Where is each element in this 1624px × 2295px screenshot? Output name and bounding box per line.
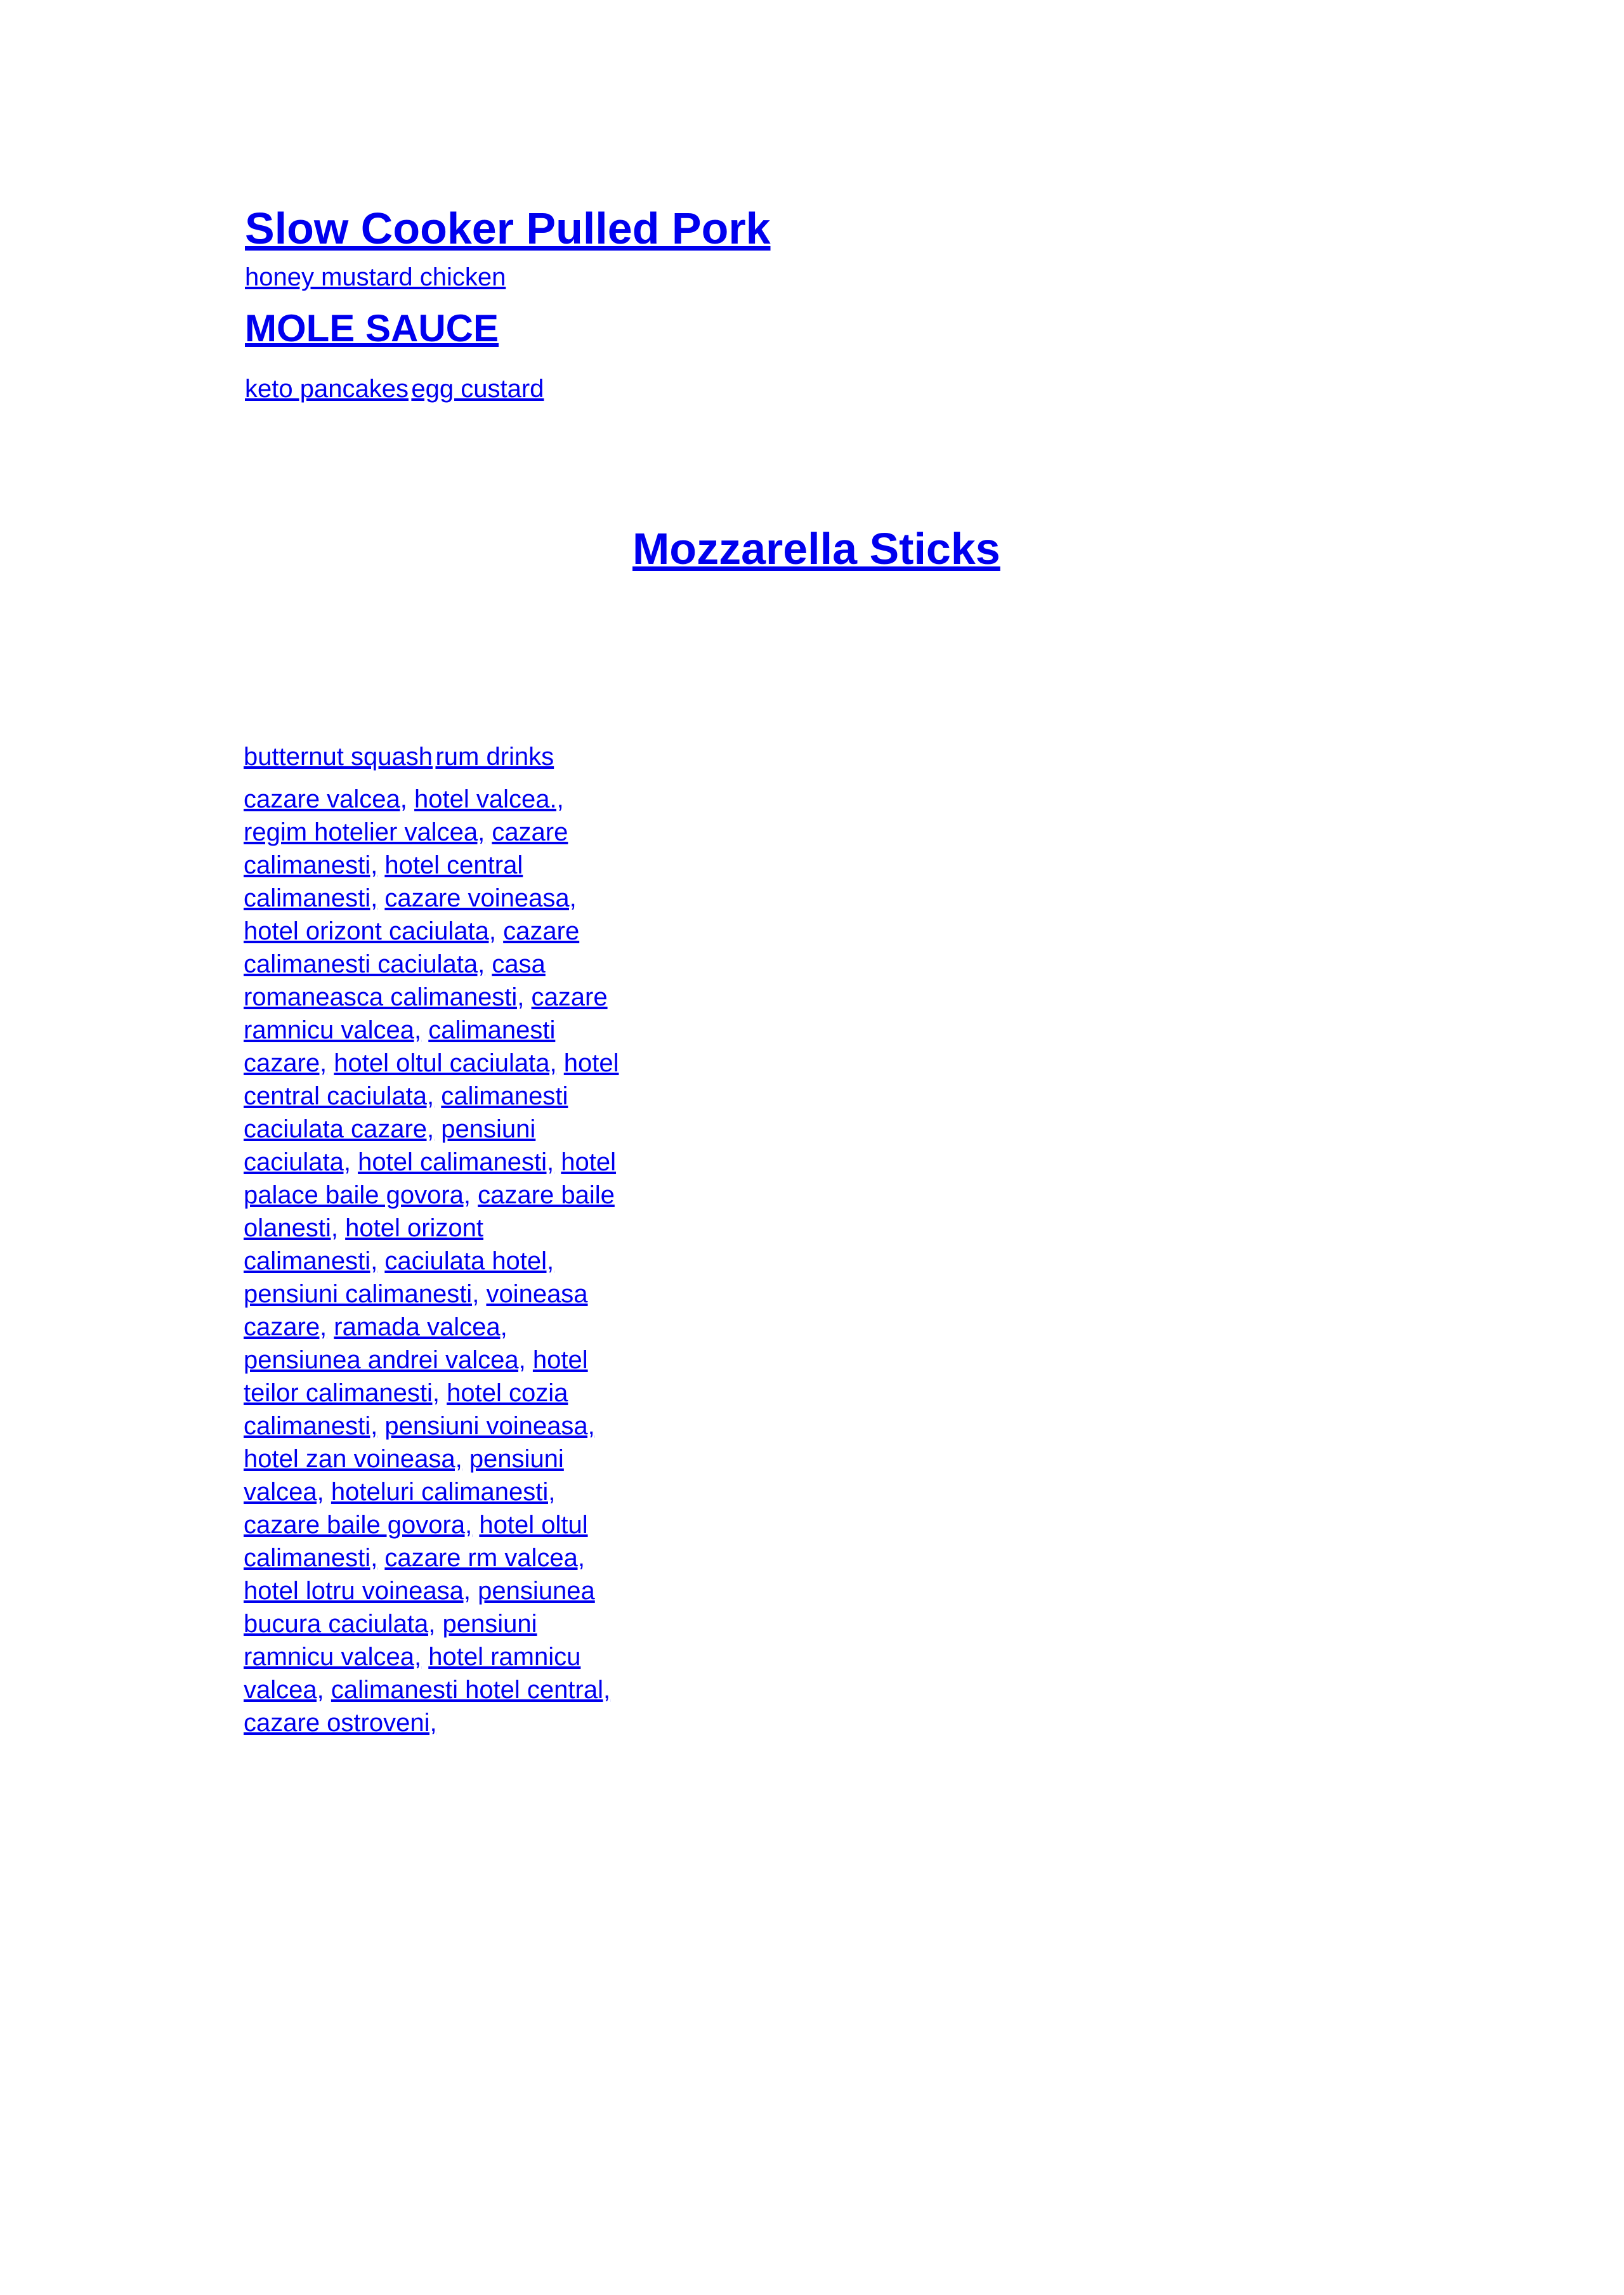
hotel-link[interactable]: cazare ostroveni,: [244, 1709, 437, 1737]
hotel-link[interactable]: pensiunea andrei valcea,: [244, 1346, 526, 1374]
hotel-link[interactable]: hotel calimanesti,: [358, 1148, 554, 1176]
hotel-link[interactable]: hotel orizont calimanesti,: [244, 1214, 484, 1275]
hotel-link[interactable]: hotel valcea.,: [414, 785, 564, 813]
honey-mustard-chicken-link[interactable]: honey mustard chicken: [245, 263, 506, 291]
hotel-link[interactable]: ramada valcea,: [334, 1313, 508, 1341]
hotel-link[interactable]: cazare voineasa,: [384, 884, 577, 912]
slow-cooker-pulled-pork-link[interactable]: Slow Cooker Pulled Pork: [245, 204, 771, 253]
hotel-link[interactable]: hotel lotru voineasa,: [244, 1577, 471, 1605]
butternut-squash-link[interactable]: butternut squash: [244, 743, 433, 771]
hotel-link[interactable]: cazare ramnicu valcea,: [244, 983, 608, 1044]
hotel-link[interactable]: cazare calimanesti,: [244, 818, 568, 879]
honey-mustard-line: [245, 265, 506, 290]
hotel-link[interactable]: calimanesti hotel central,: [331, 1676, 611, 1704]
hotel-link[interactable]: cazare valcea,: [244, 785, 407, 813]
butternut-rum-line: [244, 744, 554, 769]
mole-sauce-link[interactable]: MOLE SAUCE: [245, 307, 499, 350]
hotel-link[interactable]: hotel central calimanesti,: [244, 851, 523, 912]
hotel-link[interactable]: cazare calimanesti caciulata,: [244, 917, 580, 978]
rum-drinks-link[interactable]: rum drinks: [435, 743, 554, 771]
hotel-link[interactable]: casa romaneasca calimanesti,: [244, 950, 546, 1011]
hotel-links-block: [244, 783, 624, 1739]
hotel-link[interactable]: calimanesti cazare,: [244, 1016, 556, 1077]
egg-custard-link[interactable]: egg custard: [411, 375, 544, 403]
hotel-link[interactable]: regim hotelier valcea,: [244, 818, 485, 846]
hotel-link[interactable]: cazare rm valcea,: [384, 1544, 585, 1572]
hotel-link[interactable]: hotel orizont caciulata,: [244, 917, 497, 945]
hotel-link[interactable]: cazare baile govora,: [244, 1511, 473, 1539]
keto-egg-line: [245, 376, 544, 402]
hotel-link[interactable]: hotel oltul caciulata,: [334, 1049, 557, 1077]
hotel-link[interactable]: hotel central caciulata,: [244, 1049, 619, 1110]
hotel-link[interactable]: caciulata hotel,: [384, 1247, 554, 1275]
hotel-link[interactable]: voineasa cazare,: [244, 1280, 588, 1341]
hotel-link[interactable]: pensiuni valcea,: [244, 1445, 564, 1506]
hotel-link[interactable]: pensiunea bucura caciulata,: [244, 1577, 595, 1638]
hotel-link[interactable]: hotel oltul calimanesti,: [244, 1511, 588, 1572]
hotel-link[interactable]: hotel cozia calimanesti,: [244, 1379, 568, 1440]
hotel-link[interactable]: hotel zan voineasa,: [244, 1445, 462, 1473]
mozzarella-sticks-link[interactable]: Mozzarella Sticks: [632, 524, 1000, 573]
hotel-link[interactable]: hoteluri calimanesti,: [331, 1478, 556, 1506]
hotel-link[interactable]: pensiuni caciulata,: [244, 1115, 536, 1176]
hotel-link[interactable]: calimanesti caciulata cazare,: [244, 1082, 568, 1143]
hotel-link[interactable]: hotel ramnicu valcea,: [244, 1643, 581, 1704]
hotel-link[interactable]: hotel palace baile govora,: [244, 1148, 617, 1209]
hotel-link[interactable]: pensiuni ramnicu valcea,: [244, 1610, 537, 1671]
keto-pancakes-link[interactable]: keto pancakes: [245, 375, 409, 403]
hotel-link[interactable]: hotel teilor calimanesti,: [244, 1346, 588, 1407]
hotel-link[interactable]: pensiuni voineasa,: [384, 1412, 595, 1440]
hotel-link[interactable]: pensiuni calimanesti,: [244, 1280, 480, 1308]
hotel-link[interactable]: cazare baile olanesti,: [244, 1181, 615, 1242]
